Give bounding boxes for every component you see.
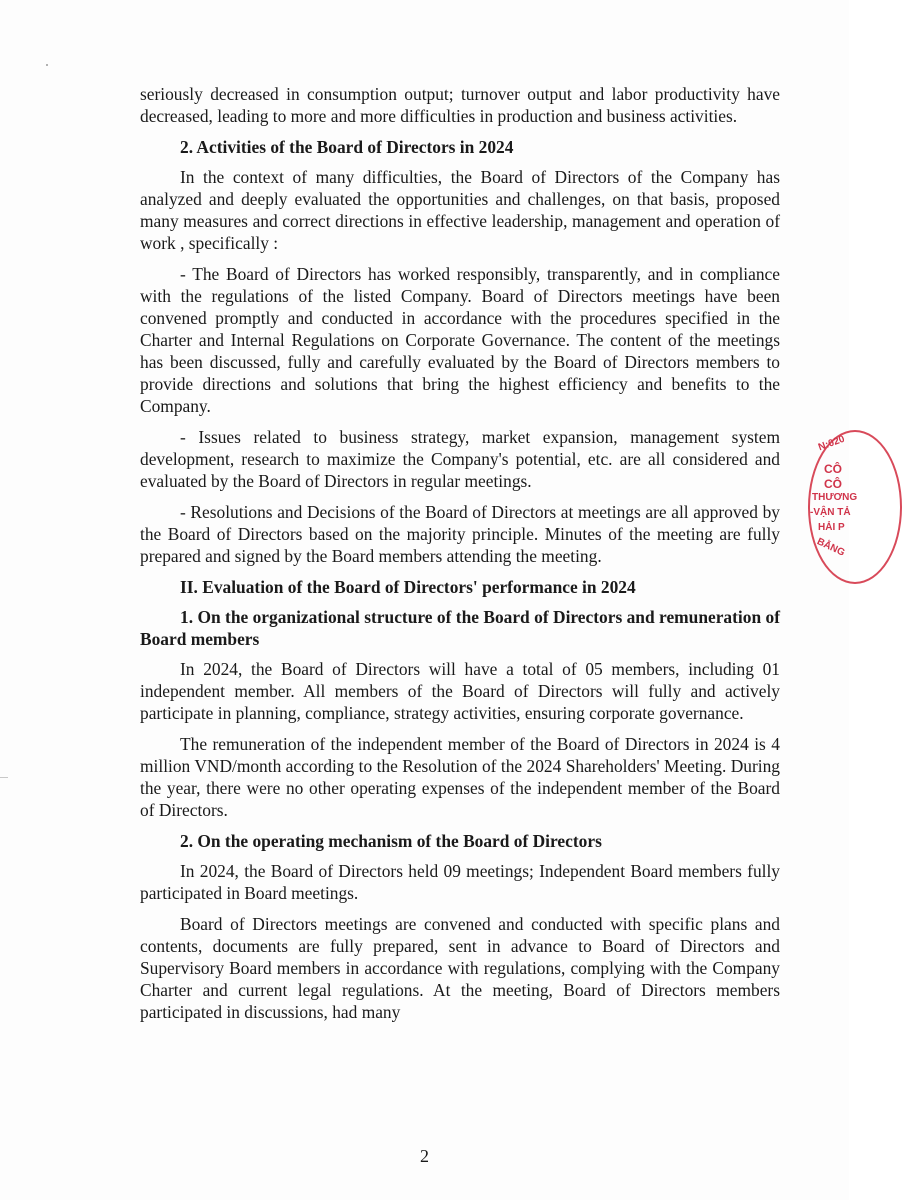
stamp-text-4: -VẬN TẢ <box>810 507 851 518</box>
paragraph-members: In 2024, the Board of Directors will have a total of 05 members, including 01 independent member. All members of the Board of Directors will fully and actively participate in planning, compliance, strategy activities, ensuring corporate governance. <box>140 659 780 723</box>
document-body <box>140 83 780 1032</box>
heading-structure: 1. On the organizational structure of the Board of Directors and remuneration of Board members <box>140 607 780 649</box>
stamp-text-6: BẰNG <box>815 536 847 559</box>
heading-evaluation: II. Evaluation of the Board of Directors' performance in 2024 <box>180 577 636 597</box>
heading-activities: 2. Activities of the Board of Directors in 2024 <box>180 137 514 157</box>
stamp-text-code: N:020 <box>816 433 847 454</box>
paragraph-responsibility: - The Board of Directors has worked responsibly, transparently, and in compliance with the regulations of the listed Company. Board of Directors meetings have been convened promptly and conducted in accordance with the procedures specified in the Charter and Internal Regulations on Corporate Governance. The content of the meetings has been discussed, fully and carefully evaluated by the Board of Directors members to provide directions and solutions that bring the highest efficiency and benefits to the Company. <box>140 264 780 416</box>
scan-margin-mark <box>0 777 8 778</box>
paragraph-context: In the context of many difficulties, the Board of Directors of the Company has analyzed and deeply evaluated the opportunities and challenges, on that basis, proposed many measures and correct directions in effective leadership, management and operation of work , specifically : <box>140 167 780 253</box>
stamp-text-5: HẢI P <box>818 522 845 533</box>
paragraph-continuation: seriously decreased in consumption output; turnover output and labor productivity have decreased, leading to more and more difficulties in production and business activities. <box>140 84 780 126</box>
stamp-text-3: THƯƠNG <box>812 492 858 503</box>
stamp-text-1: CÔ <box>824 462 842 476</box>
paragraph-resolutions: - Resolutions and Decisions of the Board of Directors at meetings are all approved by the Board of Directors based on the majority principle. Minutes of the meeting are fully prepared and signed by the Board members attending the meeting. <box>140 502 780 566</box>
paragraph-issues: - Issues related to business strategy, market expansion, management system development, research to maximize the Company's potential, etc. are all considered and evaluated by the Board of Directors in regular meetings. <box>140 427 780 491</box>
scan-speck <box>46 64 48 66</box>
heading-mechanism: 2. On the operating mechanism of the Board of Directors <box>180 831 602 851</box>
paragraph-remuneration: The remuneration of the independent member of the Board of Directors in 2024 is 4 million VND/month according to the Resolution of the 2024 Shareholders' Meeting. During the year, there were no other operating expenses of the independent member of the Board of Directors. <box>140 734 780 820</box>
company-seal-stamp <box>808 430 902 584</box>
page-number: 2 <box>420 1146 429 1166</box>
stamp-text-2: CÔ <box>824 477 842 491</box>
paragraph-meetings-conduct: Board of Directors meetings are convened and conducted with specific plans and contents, documents are fully prepared, sent in advance to Board of Directors and Supervisory Board members in accordance with regulations, complying with the Company Charter and current legal regulations. At the meeting, Board of Directors members participated in discussions, had many <box>140 914 780 1022</box>
paragraph-meetings-count: In 2024, the Board of Directors held 09 meetings; Independent Board members fully participated in Board meetings. <box>140 861 780 903</box>
